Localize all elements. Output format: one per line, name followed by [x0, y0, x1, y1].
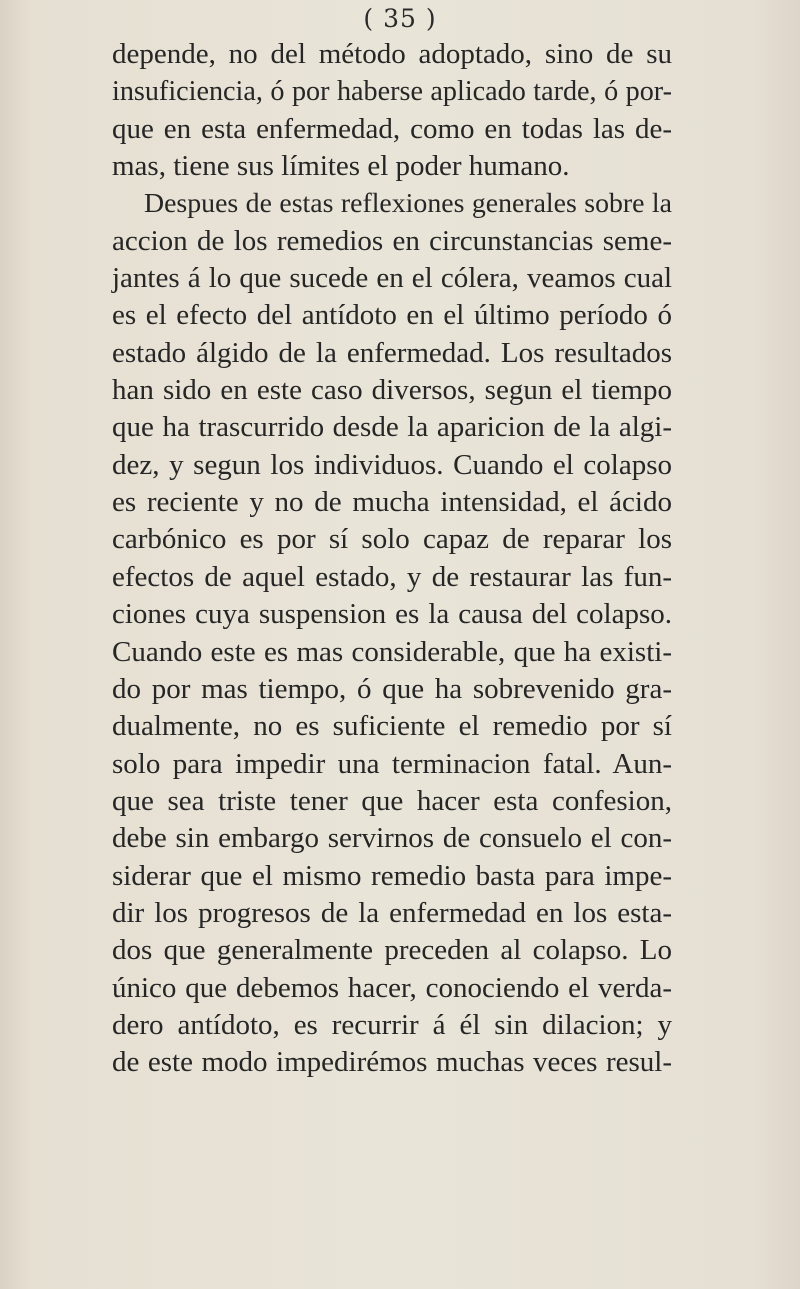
text-line: es el efecto del antídoto en el último período ó [112, 299, 672, 332]
text-line: mas, tiene sus límites el poder humano. [112, 150, 570, 183]
text-line: Cuando este es mas considerable, que ha existi- [112, 635, 672, 668]
text-line: siderar que el mismo remedio basta para impe- [112, 859, 672, 892]
text-line: único que debemos hacer, conociendo el verda- [112, 971, 672, 1004]
text-line: dir los progresos de la enfermedad en los esta- [112, 896, 672, 929]
text-line: es reciente y no de mucha intensidad, el ácido [112, 486, 672, 519]
text-line: jantes á lo que sucede en el cólera, veamos cual [112, 262, 672, 295]
text-line: de este modo impedirémos muchas veces resul- [112, 1046, 672, 1079]
text-line: accion de los remedios en circunstancias seme- [112, 224, 672, 257]
text-line: efectos de aquel estado, y de restaurar las fun- [112, 560, 672, 593]
body-text [112, 36, 672, 1082]
text-line: debe sin embargo servirnos de consuelo el con- [112, 822, 672, 855]
text-line: carbónico es por sí solo capaz de reparar los [112, 523, 672, 556]
page-number: ( 35 ) [363, 4, 437, 33]
text-line: insuficiencia, ó por haberse aplicado tarde, ó por- [112, 76, 672, 108]
text-line: estado álgido de la enfermedad. Los resultados [112, 336, 672, 369]
text-line: que en esta enfermedad, como en todas las de- [112, 112, 672, 145]
text-line: solo para impedir una terminacion fatal. Aun- [112, 747, 672, 780]
text-line: dez, y segun los individuos. Cuando el colapso [112, 448, 672, 481]
text-line: dero antídoto, es recurrir á él sin dilacion; y [112, 1008, 672, 1041]
text-line: que sea triste tener que hacer esta confesion, [112, 784, 672, 817]
text-line: Despues de estas reflexiones generales sobre la [144, 188, 672, 220]
text-line: depende, no del método adoptado, sino de su [112, 38, 672, 70]
text-line: dos que generalmente preceden al colapso. Lo [112, 934, 672, 967]
text-line: do por mas tiempo, ó que ha sobrevenido gra- [112, 672, 672, 705]
text-line: que ha trascurrido desde la aparicion de la algi- [112, 411, 672, 444]
text-line: ciones cuya suspension es la causa del colapso. [112, 598, 672, 631]
text-line: han sido en este caso diversos, segun el tiempo [112, 374, 672, 407]
text-line: dualmente, no es suficiente el remedio por sí [112, 710, 672, 743]
